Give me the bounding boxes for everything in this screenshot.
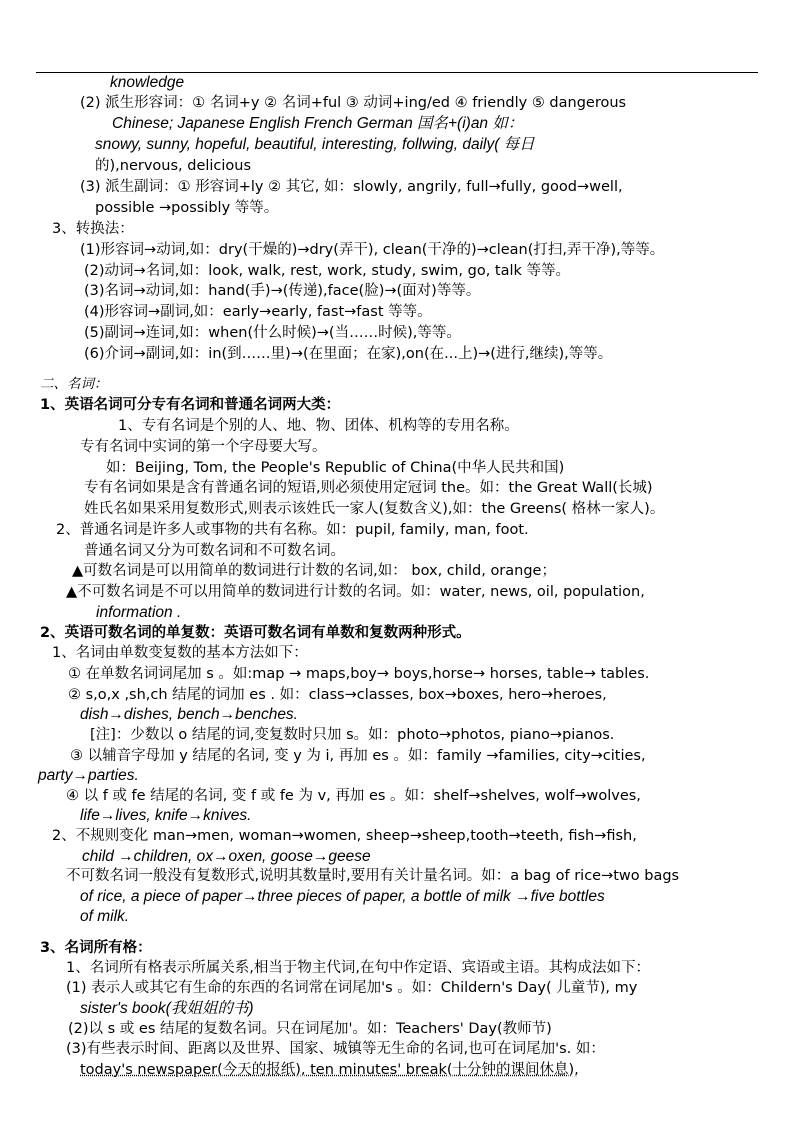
text-line: 如：Beijing, Tom, the People's Republic of China(中华人民共和国) [106, 460, 565, 476]
text-line: (2)动词→名词,如：look, walk, rest, work, study, swim, go, talk 等等。 [84, 263, 571, 279]
text-line: sister's book(我姐姐的书) [80, 1000, 254, 1017]
text-line: 2、普通名词是许多人或事物的共有名称。如：pupil, family, man, foot. [56, 522, 529, 538]
text-line: 1、名词所有格表示所属关系,相当于物主代词,在句中作定语、宾语或主语。其构成法如下： [66, 960, 650, 976]
text-line: 1、专有名词是个别的人、地、物、团体、机构等的专用名称。 [118, 418, 519, 434]
text-line: (4)形容词→副词,如：early→early, fast→fast 等等。 [84, 304, 432, 320]
section-heading: 3、名词所有格： [40, 940, 152, 956]
text-line: Chinese; Japanese English French German 国名+(i)an 如： [112, 115, 524, 132]
text-line: ④ 以 f 或 fe 结尾的名词, 变 f 或 fe 为 v, 再加 es 。如：shelf→shelves, wolf→wolves, [66, 788, 641, 804]
text-line: (5)副词→连词,如：when(什么时候)→(当……时候),等等。 [84, 325, 461, 341]
text-line: ② s,o,x ,sh,ch 结尾的词加 es . 如：class→classes, box→boxes, hero→heroes, [68, 687, 607, 703]
text-line: (3) 派生副词：① 形容词+ly ② 其它, 如：slowly, angrily, full→fully, good→well, [80, 179, 623, 195]
text-line: (3)有些表示时间、距离以及世界、国家、城镇等无生命的名词,也可在词尾加's. 如： [66, 1041, 605, 1057]
text-line: 专有名词中实词的第一个字母要大写。 [80, 439, 327, 455]
text-line: possible →possibly 等等。 [95, 200, 279, 216]
text-line: ▲不可数名词是不可以用简单的数词进行计数的名词。如：water, news, oil, population, [66, 584, 645, 600]
text-line: child →children, ox→oxen, goose→geese [82, 848, 371, 865]
text-line: [注]：少数以 o 结尾的词,变复数时只加 s。如：photo→photos, piano→pianos. [90, 727, 615, 743]
text-line: ▲可数名词是可以用简单的数词进行计数的名词,如： box, child, orange； [72, 563, 556, 579]
text-line: of milk. [80, 908, 130, 925]
text-line: 2、不规则变化 man→men, woman→women, sheep→sheep,tooth→teeth, fish→fish, [52, 828, 637, 844]
section-heading: 2、英语可数名词的单复数：英语可数名词有单数和复数两种形式。 [40, 625, 471, 641]
text-line: snowy, sunny, hopeful, beautiful, interesting, follwing, daily( 每日 [95, 136, 535, 153]
text-line: of rice, a piece of paper→three pieces of paper, a bottle of milk →five bottles [80, 888, 605, 905]
text-line: today's newspaper(今天的报纸), ten minutes' break(十分钟的课间休息), [80, 1062, 579, 1078]
text-line: ③ 以辅音字母加 y 结尾的名词, 变 y 为 i, 再加 es 。如：family →families, city→cities, [70, 748, 646, 764]
text-line: ① 在单数名词词尾加 s 。如:map → maps,boy→ boys,horse→ horses, table→ tables. [68, 666, 650, 682]
text-line: 1、名词由单数变复数的基本方法如下： [52, 645, 308, 661]
text-line: (1) 表示人或其它有生命的东西的名词常在词尾加's 。如：Childern's Day( 儿童节), my [66, 980, 638, 996]
text-line: 的),nervous, delicious [95, 158, 252, 174]
section-heading: 二、名词： [40, 376, 108, 392]
text-line: (2) 派生形容词：① 名词+y ② 名词+ful ③ 动词+ing/ed ④ friendly ⑤ dangerous [80, 95, 627, 111]
text-line: 3、转换法： [52, 221, 134, 237]
section-heading: 1、英语名词可分专有名词和普通名词两大类： [40, 397, 341, 413]
text-line: (1)形容词→动词,如：dry(干燥的)→dry(弄干), clean(干净的)→clean(打扫,弄干净),等等。 [80, 242, 665, 258]
text-line: 专有名词如果是含有普通名词的短语,则必须使用定冠词 the。如：the Great Wall(长城) [84, 480, 653, 496]
text-line: 普通名词又分为可数名词和不可数名词。 [84, 543, 345, 559]
text-line: dish→dishes, bench→benches. [80, 706, 298, 723]
text-line: (2)以 s 或 es 结尾的复数名词。只在词尾加'。如：Teachers' Day(教师节) [68, 1021, 552, 1037]
text-line: 不可数名词一般没有复数形式,说明其数量时,要用有关计量名词。如：a bag of rice→two bags [66, 868, 680, 884]
text-line: (3)名词→动词,如：hand(手)→(传递),face(脸)→(面对)等等。 [84, 283, 481, 299]
text-line: party→parties. [38, 767, 139, 784]
text-line: (6)介词→副词,如：in(到……里)→(在里面；在家),on(在...上)→(进行,继续),等等。 [84, 346, 613, 362]
text-line: 姓氏名如果采用复数形式,则表示该姓氏一家人(复数含义),如：the Greens( 格林一家人)。 [84, 501, 665, 517]
text-line: knowledge [110, 74, 185, 91]
text-line: information . [96, 604, 182, 621]
text-line: life→lives, knife→knives. [80, 807, 252, 824]
